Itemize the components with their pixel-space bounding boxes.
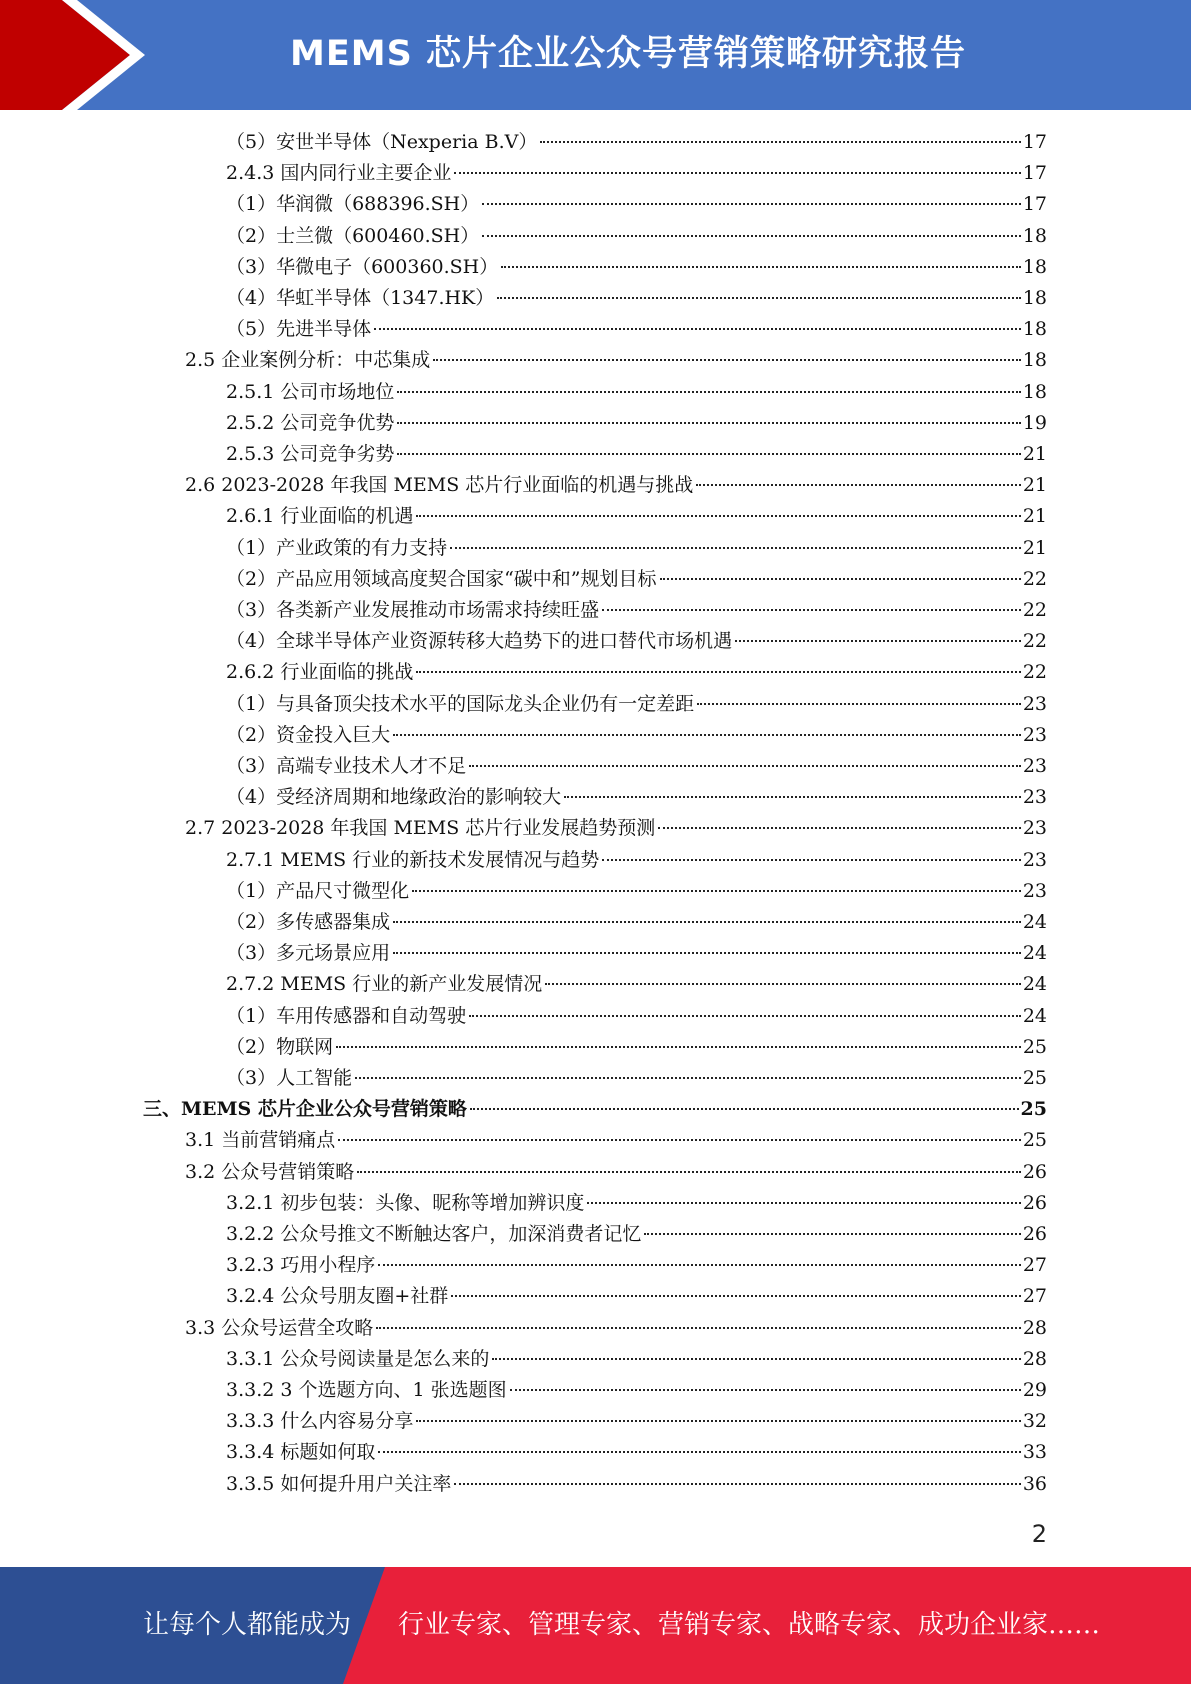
page-number: 2 [1031, 1520, 1047, 1548]
toc-entry-page: 18 [1022, 225, 1047, 247]
toc-entry-label: （1）华润微（688396.SH） [226, 193, 480, 215]
toc-entry[interactable] [226, 720, 1047, 751]
toc-dot-leader [602, 859, 1021, 861]
toc-entry[interactable] [226, 252, 1047, 283]
toc-entry-page: 18 [1022, 287, 1047, 309]
toc-dot-leader [397, 453, 1020, 455]
toc-entry-page: 26 [1022, 1192, 1047, 1214]
toc-entry[interactable] [226, 1032, 1047, 1063]
toc-entry[interactable] [226, 158, 1047, 189]
toc-entry[interactable] [226, 1375, 1047, 1406]
toc-dot-leader [376, 1327, 1021, 1329]
toc-dot-leader [336, 1046, 1021, 1048]
toc-dot-leader [397, 422, 1020, 424]
toc-entry-page: 22 [1022, 568, 1047, 590]
toc-entry-page: 22 [1022, 630, 1047, 652]
toc-entry-label: 2.6.1 行业面临的机遇 [226, 505, 414, 527]
toc-dot-leader [393, 921, 1021, 923]
toc-entry[interactable] [185, 1157, 1047, 1188]
toc-entry-page: 23 [1022, 724, 1047, 746]
toc-entry-label: 3.3.5 如何提升用户关注率 [226, 1473, 452, 1495]
toc-entry[interactable] [226, 1406, 1047, 1437]
toc-entry[interactable] [226, 1344, 1047, 1375]
toc-dot-leader [564, 796, 1021, 798]
toc-entry-page: 17 [1022, 131, 1047, 153]
toc-dot-leader [378, 1451, 1020, 1453]
toc-entry-page: 22 [1022, 599, 1047, 621]
toc-entry-page: 18 [1022, 349, 1047, 371]
toc-entry[interactable] [226, 626, 1047, 657]
toc-dot-leader [469, 765, 1021, 767]
toc-entry-page: 21 [1022, 443, 1047, 465]
toc-entry-page: 23 [1022, 880, 1047, 902]
toc-entry[interactable] [226, 907, 1047, 938]
toc-entry-label: 3.3 公众号运营全攻略 [185, 1317, 374, 1339]
toc-dot-leader [545, 983, 1021, 985]
toc-dot-leader [602, 609, 1021, 611]
toc-entry-page: 17 [1022, 162, 1047, 184]
toc-entry-label: 三、MEMS 芯片企业公众号营销策略 [143, 1098, 467, 1120]
toc-entry-page: 23 [1022, 693, 1047, 715]
toc-dot-leader [497, 297, 1021, 299]
toc-entry-label: （3）人工智能 [226, 1067, 353, 1089]
toc-entry-label: 3.2.4 公众号朋友圈+社群 [226, 1285, 449, 1307]
toc-entry-page: 29 [1022, 1379, 1047, 1401]
toc-dot-leader [470, 1108, 1019, 1110]
toc-entry[interactable] [226, 1250, 1047, 1281]
toc-entry[interactable] [185, 813, 1047, 844]
toc-entry-page: 18 [1022, 318, 1047, 340]
toc-entry-label: 2.6 2023-2028 年我国 MEMS 芯片行业面临的机遇与挑战 [185, 474, 694, 496]
toc-entry-page: 19 [1022, 412, 1047, 434]
toc-entry-label: （5）先进半导体 [226, 318, 372, 340]
toc-dot-leader [378, 1264, 1020, 1266]
toc-entry-label: 3.3.3 什么内容易分享 [226, 1410, 414, 1432]
toc-entry[interactable] [226, 689, 1047, 720]
toc-entry[interactable] [226, 127, 1047, 158]
toc-entry-page: 21 [1022, 474, 1047, 496]
toc-entry[interactable] [226, 314, 1047, 345]
toc-entry[interactable] [226, 1219, 1047, 1250]
toc-dot-leader [482, 235, 1021, 237]
footer-slogan-left: 让每个人都能成为 [143, 1610, 352, 1640]
toc-entry-label: （1）产品尺寸微型化 [226, 880, 410, 902]
document-title: MEMS 芯片企业公众号营销策略研究报告 [290, 34, 966, 74]
toc-entry-label: 3.2 公众号营销策略 [185, 1161, 355, 1183]
toc-entry-page: 21 [1022, 505, 1047, 527]
toc-entry-page: 25 [1022, 1129, 1047, 1151]
toc-entry-label: （3）各类新产业发展推动市场需求持续旺盛 [226, 599, 600, 621]
toc-entry-page: 24 [1022, 973, 1047, 995]
toc-entry-label: （3）华微电子（600360.SH） [226, 256, 499, 278]
toc-entry-label: （2）资金投入巨大 [226, 724, 391, 746]
toc-dot-leader [433, 359, 1021, 361]
toc-dot-leader [510, 1389, 1021, 1391]
toc-entry-page: 23 [1022, 849, 1047, 871]
toc-entry-page: 27 [1022, 1254, 1047, 1276]
toc-entry-label: 2.5 企业案例分析：中芯集成 [185, 349, 431, 371]
toc-entry[interactable] [226, 1063, 1047, 1094]
toc-entry-label: （3）多元场景应用 [226, 942, 391, 964]
toc-entry[interactable] [226, 969, 1047, 1000]
toc-dot-leader [416, 515, 1020, 517]
toc-dot-leader [469, 1015, 1021, 1017]
toc-entry-page: 24 [1022, 911, 1047, 933]
toc-dot-leader [355, 1077, 1021, 1079]
toc-entry[interactable] [226, 1437, 1047, 1468]
toc-entry-label: （1）与具备顶尖技术水平的国际龙头企业仍有一定差距 [226, 693, 695, 715]
toc-entry[interactable] [226, 1188, 1047, 1219]
toc-dot-leader [482, 203, 1021, 205]
toc-entry[interactable] [185, 345, 1047, 376]
toc-entry[interactable] [226, 189, 1047, 220]
toc-entry-label: （2）士兰微（600460.SH） [226, 225, 480, 247]
toc-entry-label: （1）车用传感器和自动驾驶 [226, 1005, 467, 1027]
toc-entry-label: （2）产品应用领域高度契合国家“碳中和”规划目标 [226, 568, 657, 590]
toc-entry-label: （4）受经济周期和地缘政治的影响较大 [226, 786, 562, 808]
page-header [0, 0, 1191, 110]
page-footer [0, 1567, 1191, 1684]
toc-entry-page: 28 [1022, 1348, 1047, 1370]
toc-entry[interactable] [226, 595, 1047, 626]
toc-entry-label: 3.2.3 巧用小程序 [226, 1254, 376, 1276]
toc-entry-page: 18 [1022, 381, 1047, 403]
toc-entry-label: 2.5.3 公司竞争劣势 [226, 443, 395, 465]
toc-entry-label: 3.1 当前营销痛点 [185, 1129, 336, 1151]
toc-entry[interactable] [226, 408, 1047, 439]
toc-dot-leader [374, 328, 1021, 330]
toc-entry-page: 26 [1022, 1223, 1047, 1245]
toc-entry-page: 24 [1022, 942, 1047, 964]
toc-entry[interactable] [226, 1469, 1047, 1500]
toc-entry-page: 26 [1022, 1161, 1047, 1183]
toc-dot-leader [540, 141, 1020, 143]
toc-dot-leader [587, 1202, 1020, 1204]
toc-entry-label: 3.2.2 公众号推文不断触达客户，加深消费者记忆 [226, 1223, 642, 1245]
toc-dot-leader [501, 266, 1021, 268]
toc-entry[interactable] [226, 876, 1047, 907]
toc-entry-label: 3.3.1 公众号阅读量是怎么来的 [226, 1348, 490, 1370]
toc-dot-leader [357, 1171, 1021, 1173]
toc-dot-leader [696, 484, 1021, 486]
toc-entry[interactable] [226, 1281, 1047, 1312]
toc-entry-label: 3.3.2 3 个选题方向、1 张选题图 [226, 1379, 507, 1401]
toc-entry[interactable] [226, 845, 1047, 876]
chevron-decoration-icon [0, 0, 160, 110]
toc-dot-leader [397, 391, 1020, 393]
toc-entry-page: 24 [1022, 1005, 1047, 1027]
toc-entry[interactable] [226, 283, 1047, 314]
toc-entry-page: 32 [1022, 1410, 1047, 1432]
toc-entry-label: 2.7.2 MEMS 行业的新产业发展情况 [226, 973, 543, 995]
toc-entry[interactable] [226, 501, 1047, 532]
toc-dot-leader [450, 547, 1021, 549]
toc-entry-label: 2.5.1 公司市场地位 [226, 381, 395, 403]
toc-entry-label: 2.7 2023-2028 年我国 MEMS 芯片行业发展趋势预测 [185, 817, 656, 839]
footer-slogan-right: 行业专家、管理专家、营销专家、战略专家、成功企业家…… [398, 1610, 1101, 1640]
toc-entry[interactable] [143, 1094, 1047, 1125]
toc-entry[interactable] [185, 470, 1047, 501]
toc-entry-label: 3.2.1 初步包装：头像、昵称等增加辨识度 [226, 1192, 585, 1214]
toc-dot-leader [735, 640, 1021, 642]
toc-entry-page: 21 [1022, 537, 1047, 559]
toc-entry[interactable] [226, 657, 1047, 688]
toc-dot-leader [412, 890, 1021, 892]
toc-dot-leader [338, 1139, 1021, 1141]
toc-entry[interactable] [226, 1001, 1047, 1032]
toc-entry-label: （1）产业政策的有力支持 [226, 537, 448, 559]
toc-entry[interactable] [226, 782, 1047, 813]
toc-entry[interactable] [226, 221, 1047, 252]
toc-entry[interactable] [226, 533, 1047, 564]
toc-entry-label: 2.5.2 公司竞争优势 [226, 412, 395, 434]
toc-entry-label: （4）全球半导体产业资源转移大趋势下的进口替代市场机遇 [226, 630, 733, 652]
toc-dot-leader [451, 1295, 1021, 1297]
toc-entry-page: 33 [1022, 1441, 1047, 1463]
toc-entry-page: 36 [1022, 1473, 1047, 1495]
toc-entry-page: 27 [1022, 1285, 1047, 1307]
toc-entry-label: 2.4.3 国内同行业主要企业 [226, 162, 452, 184]
toc-dot-leader [454, 1483, 1020, 1485]
toc-entry-label: （4）华虹半导体（1347.HK） [226, 287, 495, 309]
toc-dot-leader [393, 734, 1021, 736]
toc-entry[interactable] [185, 1313, 1047, 1344]
toc-entry-label: （2）物联网 [226, 1036, 334, 1058]
toc-dot-leader [492, 1358, 1020, 1360]
toc-entry-label: （3）高端专业技术人才不足 [226, 755, 467, 777]
toc-entry-page: 25 [1022, 1067, 1047, 1089]
toc-entry-label: 2.6.2 行业面临的挑战 [226, 661, 414, 683]
toc-dot-leader [416, 671, 1020, 673]
toc-entry[interactable] [226, 938, 1047, 969]
toc-dot-leader [454, 172, 1020, 174]
toc-entry-label: （5）安世半导体（Nexperia B.V） [226, 131, 538, 153]
toc-entry-page: 25 [1020, 1098, 1047, 1120]
toc-entry[interactable] [226, 439, 1047, 470]
toc-dot-leader [393, 952, 1021, 954]
toc-dot-leader [660, 578, 1021, 580]
toc-entry[interactable] [226, 564, 1047, 595]
toc-entry-page: 18 [1022, 256, 1047, 278]
toc-entry-page: 22 [1022, 661, 1047, 683]
toc-dot-leader [697, 703, 1021, 705]
toc-entry-page: 17 [1022, 193, 1047, 215]
toc-entry-page: 25 [1022, 1036, 1047, 1058]
toc-dot-leader [658, 827, 1021, 829]
toc-entry-page: 23 [1022, 817, 1047, 839]
toc-dot-leader [416, 1420, 1020, 1422]
toc-entry-page: 23 [1022, 755, 1047, 777]
toc-entry-label: （2）多传感器集成 [226, 911, 391, 933]
toc-entry-label: 3.3.4 标题如何取 [226, 1441, 376, 1463]
toc-entry[interactable] [185, 1125, 1047, 1156]
toc-entry-page: 28 [1022, 1317, 1047, 1339]
toc-entry-page: 23 [1022, 786, 1047, 808]
toc-entry[interactable] [226, 751, 1047, 782]
toc-dot-leader [644, 1233, 1020, 1235]
toc-entry-label: 2.7.1 MEMS 行业的新技术发展情况与趋势 [226, 849, 600, 871]
toc-entry[interactable] [226, 377, 1047, 408]
